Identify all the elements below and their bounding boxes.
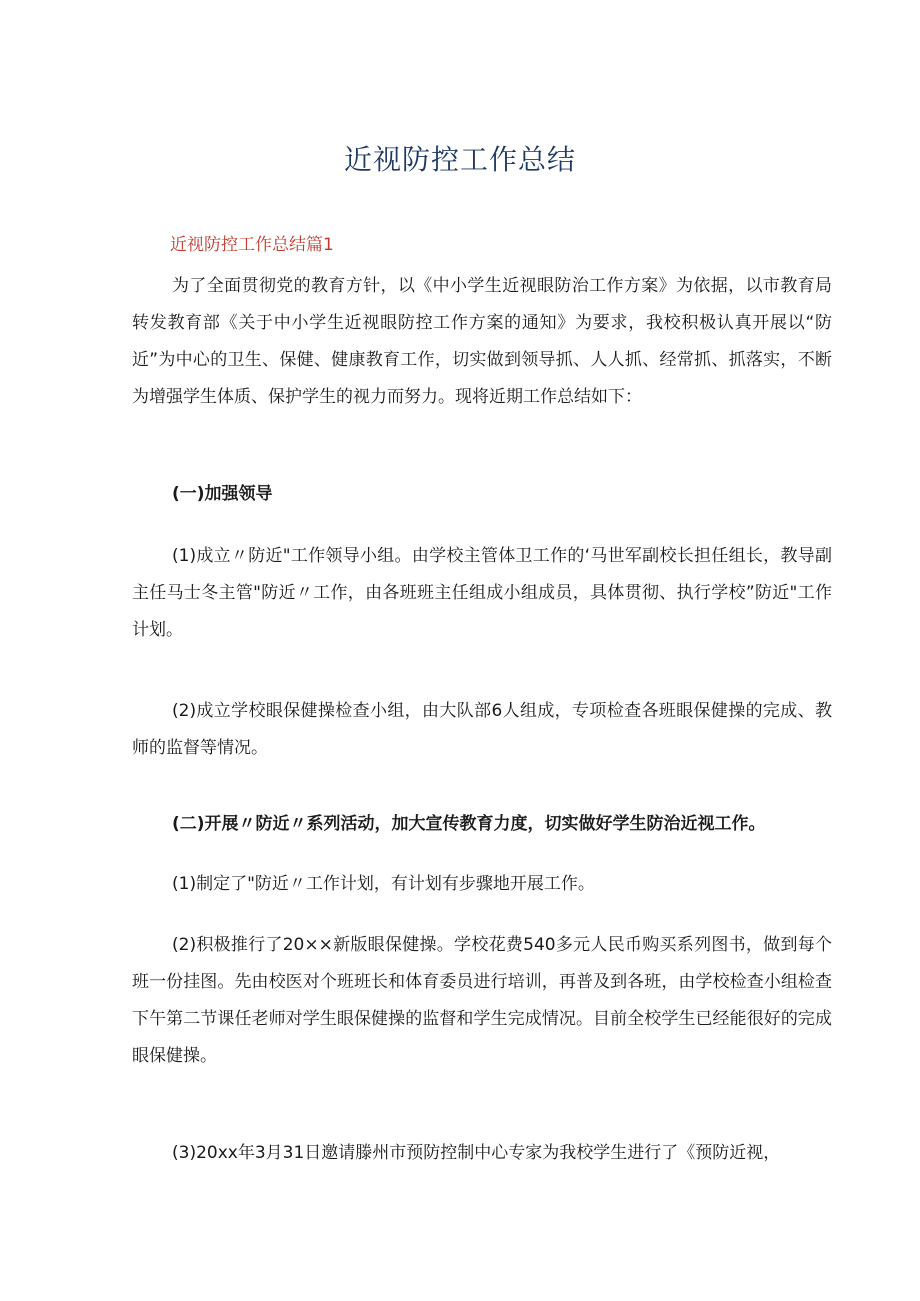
section-heading: 近视防控工作总结篇1 — [170, 235, 334, 255]
paragraph-item-2-3: (3)20xx年3月31日邀请滕州市预防控制中心专家为我校学生进行了《预防近视， — [172, 1143, 781, 1163]
intro-paragraph: 为了全面贯彻党的教育方针，以《中小学生近视眼防治工作方案》为依据，以市教育局转发教育部《关于中小学生近视眼防控工作方案的通知》为要求，我校积极认真开展以“防近”为中心的卫生、保健、健康教育工作，切实做到领导抓、人人抓、经常抓、抓落实，不断为增强学生体质、保护学生的视力而努力。现将近期工作总结如下： — [132, 276, 832, 407]
page-title: 近视防控工作总结 — [343, 143, 576, 176]
paragraph-item-1-1: (1)成立〃防近"工作领导小组。由学校主管体卫工作的‘马世军副校长担任组长，教导副主任马士冬主管"防近〃工作，由各班班主任组成小组成员，具体贯彻、执行学校”防近"工作计划。 — [132, 546, 832, 640]
paragraph-item-1-2: (2)成立学校眼保健操检查小组，由大队部6人组成，专项检查各班眼保健操的完成、教师的监督等情况。 — [132, 701, 832, 758]
paragraph-item-2-2: (2)积极推行了20××新版眼保健操。学校花费540多元人民币购买系列图书，做到每个班一份挂图。先由校医对个班班长和体育委员进行培训，再普及到各班，由学校检查小组检查下午第二节课任老师对学生眼保健操的监督和学生完成情况。目前全校学生已经能很好的完成眼保健操。 — [132, 935, 832, 1066]
subheading-strengthen-leadership: (一)加强领导 — [172, 484, 273, 504]
subheading-activities: (二)开展〃防近〃系列活动，加大宣传教育力度，切实做好学生防治近视工作。 — [172, 814, 766, 834]
paragraph-item-2-1: (1)制定了"防近〃工作计划，有计划有步骤地开展工作。 — [172, 874, 595, 894]
